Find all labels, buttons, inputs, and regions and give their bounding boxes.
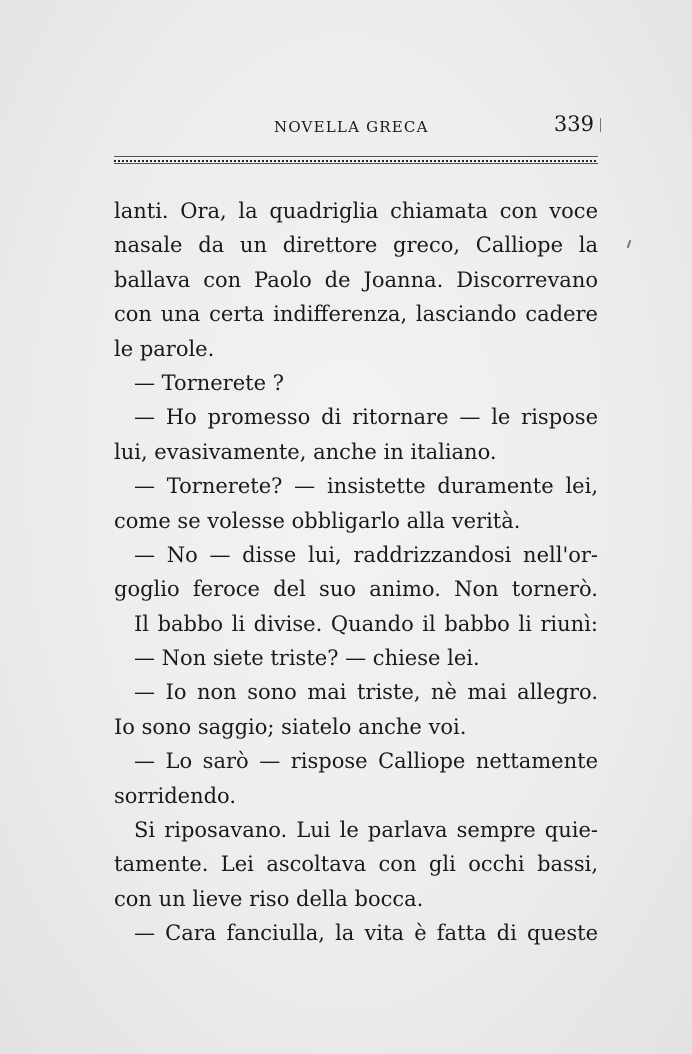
page-header <box>114 112 598 142</box>
text-line: Il babbo li divise. Quando il babbo li riunì: <box>134 611 598 636</box>
text-line: — No — disse lui, raddrizzandosi nell'or- <box>134 542 598 567</box>
text-line: ballava con Paolo de Joanna. Discorrevano <box>114 267 598 292</box>
ornamental-rule <box>114 156 598 164</box>
text-line: nasale da un direttore greco, Calliope la <box>114 233 598 258</box>
text-line: lanti. Ora, la quadriglia chiamata con voce <box>114 199 598 223</box>
text-line: come se volesse obbligarlo alla verità. <box>114 508 521 533</box>
text-line: tamente. Lei ascoltava con gli occhi bassi, <box>114 852 598 877</box>
text-line: le parole. <box>114 336 215 361</box>
text-line: Si riposavano. Lui le parlava sempre quie- <box>134 818 598 843</box>
text-line: sorridendo. <box>114 783 237 808</box>
text-line: — Tornerete? — insistette duramente lei, <box>134 474 598 499</box>
text-line: goglio feroce del suo animo. Non tornerò. <box>114 577 598 602</box>
text-line: — Cara fanciulla, la vita è fatta di queste <box>134 921 598 946</box>
print-speck <box>600 118 601 132</box>
text-line: Io sono saggio; siatelo anche voi. <box>114 714 467 739</box>
text-line: con una certa indifferenza, lasciando cadere <box>114 302 598 327</box>
text-line: — Ho promesso di ritornare — le rispose <box>134 405 598 430</box>
running-title: NOVELLA GRECA <box>274 118 429 136</box>
text-line: — Lo sarò — rispose Calliope nettamente <box>134 749 598 774</box>
text-line: — Tornerete ? <box>134 370 284 395</box>
text-line: con un lieve riso della bocca. <box>114 886 424 911</box>
text-line: lui, evasivamente, anche in italiano. <box>114 439 497 464</box>
print-speck <box>627 240 632 248</box>
text-line: — Io non sono mai triste, nè mai allegro. <box>134 680 598 705</box>
page-number: 339 <box>553 112 594 136</box>
text-line: — Non siete triste? — chiese lei. <box>134 646 480 671</box>
body-text <box>114 194 598 951</box>
